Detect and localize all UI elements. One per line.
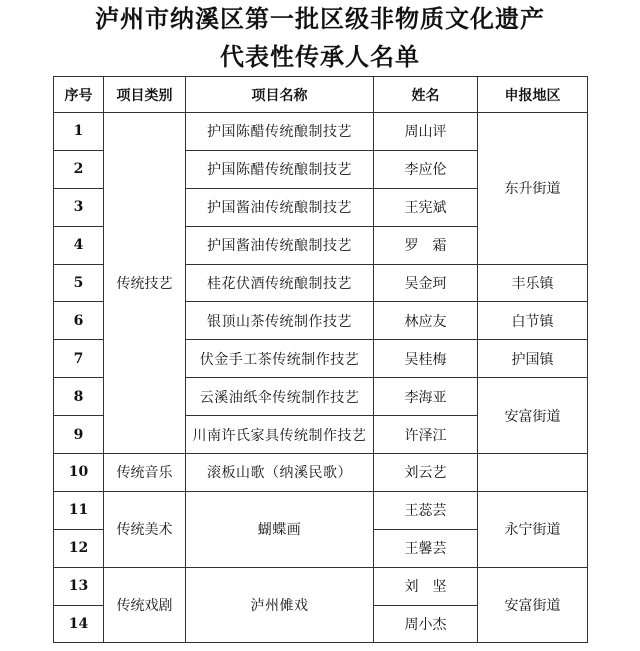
cell-seq: 9 — [54, 416, 104, 454]
table-row — [54, 567, 588, 605]
page-title: 泸州市纳溪区第一批区级非物质文化遗产 — [95, 4, 545, 33]
cell-project: 伏金手工茶传统制作技艺 — [186, 340, 374, 378]
cell-seq: 4 — [54, 226, 104, 264]
cell-project: 护国酱油传统酿制技艺 — [186, 188, 374, 226]
table-row — [54, 491, 588, 529]
cell-region: 白节镇 — [478, 302, 588, 340]
cell-category: 传统美术 — [104, 491, 186, 567]
cell-seq: 1 — [54, 113, 104, 151]
cell-seq: 5 — [54, 264, 104, 302]
cell-seq: 11 — [54, 491, 104, 529]
cell-region-empty — [478, 454, 588, 492]
cell-name: 吴桂梅 — [374, 340, 478, 378]
cell-region: 永宁街道 — [478, 491, 588, 567]
cell-project: 银顶山茶传统制作技艺 — [186, 302, 374, 340]
cell-project: 滚板山歌（纳溪民歌） — [186, 454, 374, 492]
cell-name: 李应伦 — [374, 150, 478, 188]
cell-seq: 14 — [54, 605, 104, 643]
cell-category: 传统戏剧 — [104, 567, 186, 643]
cell-seq: 10 — [54, 454, 104, 492]
cell-name: 许泽江 — [374, 416, 478, 454]
cell-region: 丰乐镇 — [478, 264, 588, 302]
cell-name: 林应友 — [374, 302, 478, 340]
cell-region: 东升街道 — [478, 113, 588, 265]
header-project: 项目名称 — [186, 77, 374, 113]
cell-seq: 12 — [54, 529, 104, 567]
cell-name: 王蕊芸 — [374, 491, 478, 529]
cell-seq: 3 — [54, 188, 104, 226]
table-header-row — [54, 77, 588, 113]
cell-seq: 13 — [54, 567, 104, 605]
cell-category: 传统技艺 — [104, 113, 186, 454]
cell-name: 王馨芸 — [374, 529, 478, 567]
cell-project: 护国酱油传统酿制技艺 — [186, 226, 374, 264]
cell-name: 吴金珂 — [374, 264, 478, 302]
cell-name: 周小杰 — [374, 605, 478, 643]
cell-seq: 7 — [54, 340, 104, 378]
cell-seq: 8 — [54, 378, 104, 416]
cell-region: 护国镇 — [478, 340, 588, 378]
table-row — [54, 454, 588, 492]
cell-name: 李海亚 — [374, 378, 478, 416]
header-category: 项目类别 — [104, 77, 186, 113]
cell-project: 桂花伏酒传统酿制技艺 — [186, 264, 374, 302]
header-seq: 序号 — [54, 77, 104, 113]
cell-project: 泸州傩戏 — [186, 567, 374, 643]
cell-name: 刘 坚 — [374, 567, 478, 605]
cell-seq: 2 — [54, 150, 104, 188]
cell-project: 护国陈醋传统酿制技艺 — [186, 150, 374, 188]
cell-seq: 6 — [54, 302, 104, 340]
cell-project: 护国陈醋传统酿制技艺 — [186, 113, 374, 151]
page-subtitle: 代表性传承人名单 — [220, 42, 420, 71]
inheritor-table — [53, 76, 588, 643]
header-region: 申报地区 — [478, 77, 588, 113]
cell-category: 传统音乐 — [104, 454, 186, 492]
cell-project: 云溪油纸伞传统制作技艺 — [186, 378, 374, 416]
cell-project: 蝴蝶画 — [186, 491, 374, 567]
cell-region: 安富街道 — [478, 378, 588, 454]
header-name: 姓名 — [374, 77, 478, 113]
cell-name: 罗 霜 — [374, 226, 478, 264]
cell-name: 刘云艺 — [374, 454, 478, 492]
cell-region: 安富街道 — [478, 567, 588, 643]
cell-name: 周山评 — [374, 113, 478, 151]
cell-project: 川南许氏家具传统制作技艺 — [186, 416, 374, 454]
table-row — [54, 113, 588, 151]
cell-name: 王宪斌 — [374, 188, 478, 226]
